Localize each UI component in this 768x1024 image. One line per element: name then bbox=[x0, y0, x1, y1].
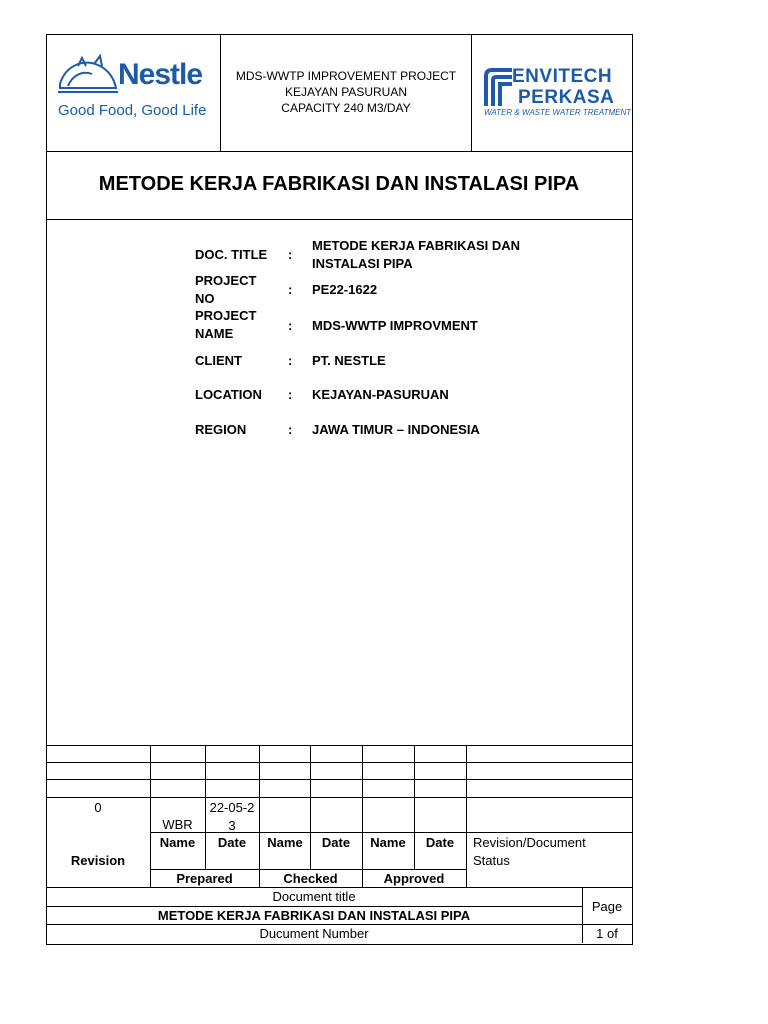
info-value-project-no: PE22-1622 bbox=[312, 282, 378, 297]
project-line-3: CAPACITY 240 M3/DAY bbox=[281, 101, 411, 115]
nest-bird-icon bbox=[56, 54, 120, 98]
document-title: METODE KERJA FABRIKASI DAN INSTALASI PIPA bbox=[98, 173, 580, 195]
approved-date-header: Date bbox=[425, 835, 455, 850]
revision-table-rule bbox=[46, 797, 632, 798]
info-colon: : bbox=[288, 353, 293, 368]
info-colon: : bbox=[288, 387, 293, 402]
header-bottom-rule bbox=[46, 151, 632, 152]
envitech-tagline: WATER & WASTE WATER TREATMENT bbox=[484, 108, 631, 117]
envitech-name-line2: PERKASA bbox=[518, 87, 615, 108]
envitech-name-line1: ENVITECH bbox=[512, 66, 613, 87]
info-label-project-no: PROJECT NO bbox=[195, 273, 257, 306]
info-label-project-name: PROJECT NAME bbox=[195, 308, 257, 341]
envitech-logo bbox=[474, 40, 631, 140]
revision-table-column bbox=[259, 745, 260, 887]
info-colon: : bbox=[288, 422, 293, 437]
revision-header: Revision bbox=[70, 853, 126, 868]
doc-title-label: Document title bbox=[272, 889, 356, 904]
info-value-project-name: MDS-WWTP IMPROVMENT bbox=[312, 318, 478, 333]
checked-group-label: Checked bbox=[283, 871, 338, 886]
project-line-2: KEJAYAN PASURUAN bbox=[284, 85, 408, 99]
doc-number-label: Ducument Number bbox=[259, 926, 369, 941]
info-value-client: PT. NESTLE bbox=[312, 353, 386, 368]
checked-date-header: Date bbox=[321, 835, 351, 850]
pipe-mark-icon bbox=[484, 68, 514, 108]
revision-table-column bbox=[362, 745, 363, 887]
project-line-1: MDS-WWTP IMPROVEMENT PROJECT bbox=[235, 69, 457, 83]
info-colon: : bbox=[288, 318, 293, 333]
checked-name-header: Name bbox=[267, 835, 303, 850]
revision-number: 0 bbox=[94, 800, 102, 815]
revision-status-header: Revision/Document Status bbox=[473, 835, 586, 868]
info-label-client: CLIENT bbox=[195, 353, 242, 368]
info-colon: : bbox=[288, 247, 293, 262]
page-value: 1 of bbox=[596, 926, 618, 941]
page-label: Page bbox=[591, 899, 623, 914]
info-value-region: JAWA TIMUR – INDONESIA bbox=[312, 422, 480, 437]
revision-table-column bbox=[466, 745, 467, 887]
info-label-region: REGION bbox=[195, 422, 247, 437]
info-value-doc-title: METODE KERJA FABRIKASI DAN INSTALASI PIPA bbox=[312, 238, 521, 271]
nestle-tagline: Good Food, Good Life bbox=[58, 102, 207, 119]
prepared-name-header: Name bbox=[159, 835, 196, 850]
revision-table-rule bbox=[46, 762, 632, 763]
nestle-logo bbox=[52, 44, 220, 144]
footer-doc-title: METODE KERJA FABRIKASI DAN INSTALASI PIPA bbox=[157, 908, 471, 923]
approved-group-label: Approved bbox=[383, 871, 445, 886]
info-label-location: LOCATION bbox=[195, 387, 262, 402]
prepared-date-header: Date bbox=[217, 835, 247, 850]
project-header-text bbox=[222, 68, 470, 116]
info-colon: : bbox=[288, 282, 293, 297]
approved-name-header: Name bbox=[370, 835, 406, 850]
prepared-group-label: Prepared bbox=[176, 871, 233, 886]
revision-table-rule bbox=[46, 779, 632, 780]
header-divider-left bbox=[220, 34, 221, 151]
header-divider-right bbox=[471, 34, 472, 151]
revision-table-rule bbox=[46, 745, 632, 746]
title-bottom-rule bbox=[46, 219, 632, 220]
prepared-date-value: 22-05-23 bbox=[209, 800, 255, 833]
nestle-wordmark: Nestle bbox=[118, 58, 203, 91]
prepared-name-value: WBR bbox=[162, 817, 193, 832]
info-value-location: KEJAYAN-PASURUAN bbox=[312, 387, 449, 402]
info-label-doc-title: DOC. TITLE bbox=[195, 247, 268, 262]
